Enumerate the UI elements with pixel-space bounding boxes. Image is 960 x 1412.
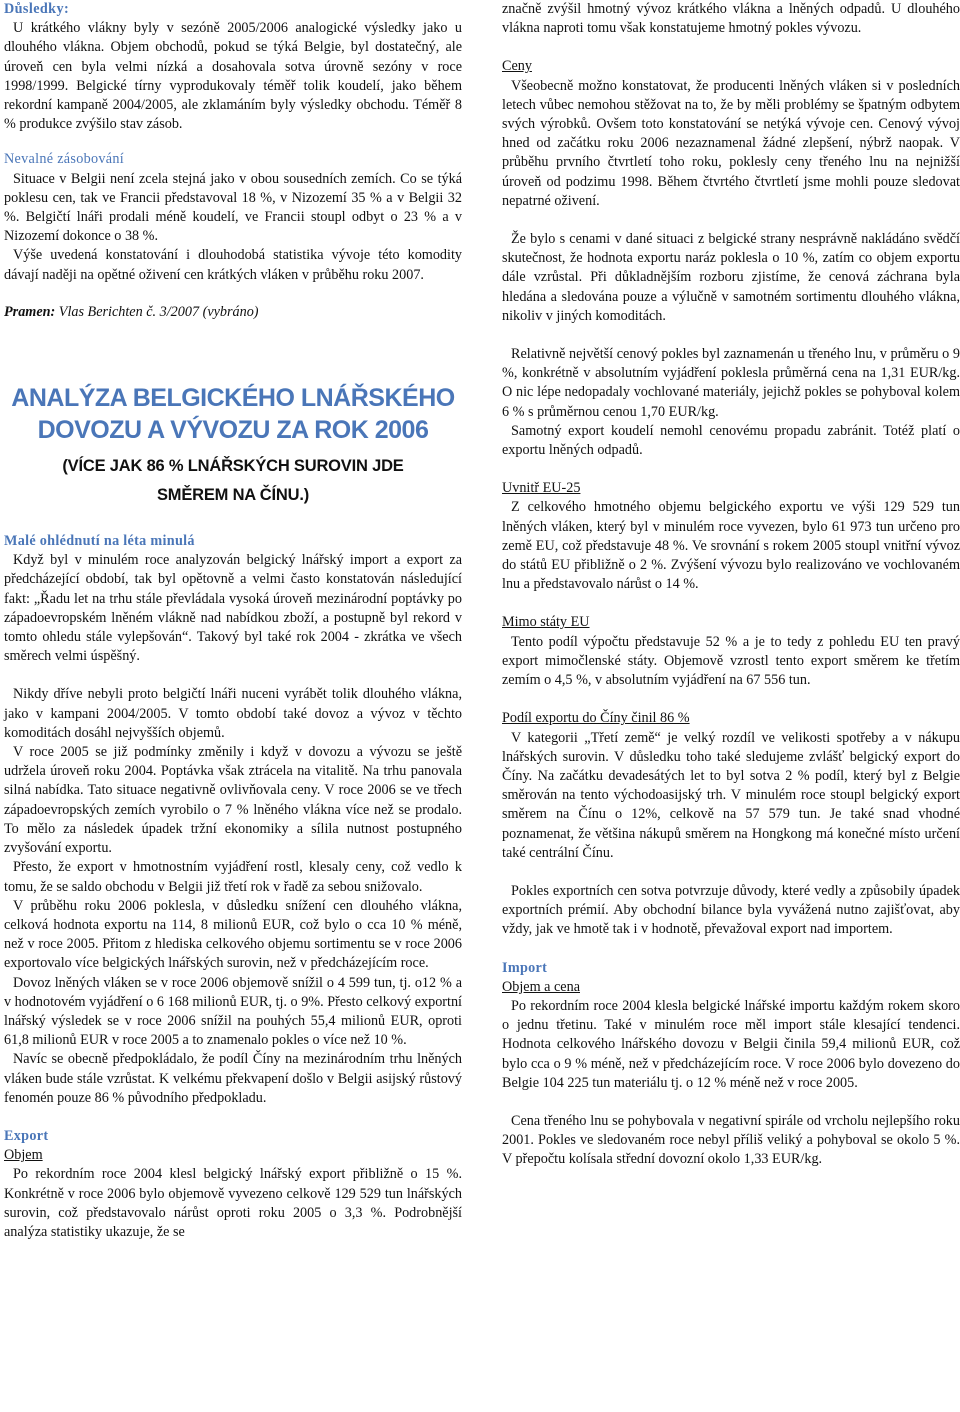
article-title-line2: DOVOZU A VÝVOZU ZA ROK 2006: [37, 416, 429, 445]
paragraph: U krátkého vlákny byly v sezóně 2005/2006 analogické výsledky jako u dlouhého vlákna. Objem obchodů, pokud se týká Belgie, byl dostatečný, ale úroveň cen byla velmi nízká a dosahovala sotva úrovně sezóny v roce 1998/1999. Belgické tírny vyprodukovaly téměř tolik koudelí, jako během rekordní kampaně 2004/2005, ale zklamáním byly výsledky obchodu. Téměř 8 % produkce zvýšilo stav zásob.: [4, 20, 462, 133]
heading-male-ohlednuti: Malé ohlédnutí na léta minulá: [4, 533, 195, 550]
paragraph: Výše uvedená konstatování i dlouhodobá statistika vývoje této komodity dávají naději na opětné oživení cen krátkých vláken v průběhu roku 2007.: [4, 247, 462, 283]
heading-dusledky: Důsledky:: [4, 1, 70, 17]
subheading-eu25: Uvnitř EU-25: [502, 480, 581, 497]
paragraph: Situace v Belgii není zcela stejná jako v obou sousedních zemích. Co se týká poklesu cen, tak ve Francii představoval 18 %, v Nizozemí 35 % a v Belgii 32 %. Belgičtí lnáři prodali méně koudelí, ve Francii stoupl odbyt o 23 % a v Nizozemí dokonce o 38 %.: [4, 170, 462, 245]
paragraph: V roce 2005 se již podmínky změnily i když v dovozu a vývozu se ještě udržela úroveň roku 2004. Poptávka však ztrácela na vitalitě. Na trhu panovala silná nabídka. Tato situace negativně ovlivňovala ceny. V roce 2006 se ve třech západoevropských zemích vyrobilo o 7 % lněného vlákna více než se prodalo. To mělo za následek úpadek tržní ekonomiky a sílila nutnost postupného zvyšování exportu.: [4, 744, 462, 857]
article-subtitle-line1: (VÍCE JAK 86 % LNÁŘSKÝCH SUROVIN JDE: [62, 457, 404, 476]
heading-export: Export: [4, 1127, 49, 1144]
article-title-line1: ANALÝZA BELGICKÉHO LNÁŘSKÉHO: [11, 384, 455, 413]
paragraph: značně zvýšil hmotný vývoz krátkého vlákna a lněných odpadů. U dlouhého vlákna naproti tomu však konstatujeme hmotný pokles vývozu.: [502, 1, 960, 37]
source-text: Vlas Berichten č. 3/2007 (vybráno): [58, 303, 259, 320]
paragraph: Z celkového hmotného objemu belgického exportu ve výši 129 529 tun lněných vláken, který byl v minulém roce vyvezen, bylo 61 973 tun určeno pro země EU, což představuje 48 %. Ve srovnání s rokem 2005 stoupl vnitřní vývoz do států EU přibližně o 2 %. Zvýšení vývozu bylo realizováno ve vochlovaném lnu a představovalo nárůst o 14 %.: [502, 499, 960, 593]
paragraph: Dovoz lněných vláken se v roce 2006 objemově snížil o 4 599 tun, tj. o12 % a v hodnotovém vyjádření o 6 168 milionů EUR, tj. o 9%. Přesto celkový exportní lnářský výsledek se v roce 2006 snížil na pouhých 55,4 milionů EUR, oproti 61,8 milionů EUR v roce 2005 a to znamenalo pokles o více než 10 %.: [4, 974, 462, 1049]
paragraph: Nikdy dříve nebyli proto belgičtí lnáři nuceni vyrábět tolik dlouhého vlákna, jako v kampani 2004/2005. V tomto období také dovoz a vývoz v těchto komoditách dosáhl nejvyšších objemů.: [4, 686, 462, 741]
subheading-objem-cena: Objem a cena: [502, 978, 580, 995]
subheading-mimo-eu: Mimo státy EU: [502, 614, 590, 631]
left-column: [4, 0, 462, 1242]
paragraph: Po rekordním roce 2004 klesla belgické lnářské importu každým rokem skoro o jednu třetinu. Také v minulém roce měl import stále klesající tendenci. Hodnota celkového lnářského dovozu v Belgii činila 59,4 milionů EUR, což bylo cca o 9 % méně, než v předcházejícím roce. V roce 2006 bylo dovezeno do Belgie 104 225 tun materiálu tj. o 12 % méně než v roce 2005.: [502, 997, 960, 1091]
article-subtitle-line2: SMĚREM NA ČÍNU.): [156, 486, 310, 505]
source-line: [4, 303, 462, 322]
paragraph: V průběhu roku 2006 poklesla, v důsledku snížení cen dlouhého vlákna, celková hodnota exportu na 114, 8 milionů EUR, což bylo o cca 10 % méně, než v roce 2005. Přitom z hlediska celkového objemu sortimentu se v roce 2006 exportovalo více belgických lnářských surovin, než v předcházejícím roce.: [4, 897, 462, 972]
paragraph: Po rekordním roce 2004 klesl belgický lnářský export přibližně o 15 %. Konkrétně v roce 2006 bylo objemově vyvezeno celkově 129 529 tun lnářských surovin, což představovalo nárůst oproti roku 2005 o 3,3 %. Podrobnější analýza statistiky ukazuje, že se: [4, 1166, 462, 1240]
paragraph: Relativně největší cenový pokles byl zaznamenán u třeného lnu, v průměru o 9 %, konkrétně v absolutním vyjádření poklesla průměrná cena na 1,31 EUR/kg. O nic lépe nedopadaly vochlované materiály, jejichž pokles se pohyboval kolem 6 % s průměrnou cenou 1,70 EUR/kg.: [502, 346, 960, 420]
heading-nevalne: Nevalné zásobování: [4, 151, 125, 168]
subheading-objem: Objem: [4, 1147, 43, 1164]
heading-import: Import: [502, 959, 548, 976]
paragraph: Tento podíl výpočtu představuje 52 % a je to tedy z pohledu EU ten pravý export mimočlenské státy. Objemově vzrostl tento export směrem ke třetím zemím o 4,5 %, v absolutním vyjádření na 67 556 tun.: [502, 633, 960, 689]
paragraph: Že bylo s cenami v dané situaci z belgické strany nesprávně nakládáno svědčí skutečnost, že hodnota exportu naráz poklesla o 10 %, zatím co objem exportu dále vzrůstal. Při důkladnějším rozboru zjistíme, že cenová záchrana byla hledána a sledována pouze a výlučně v samotném sortimentu dlouhého vlákna, nikoliv v jiných komoditách.: [502, 231, 960, 324]
source-label: Pramen:: [4, 303, 56, 320]
paragraph: V kategorii „Třetí země“ je velký rozdíl ve velikosti spotřeby a v nákupu lnářských surovin. V důsledku toho také sledujeme zvlášť belgický export do Číny. Na začátku devadesátých let to byl sotva 2 % podíl, který byl z Belgie směrován na tento východoasijský trh. V minulém roce stoupl belgický export směrem na Čínu o 12%, celkově na 57 579 tun. Je také snad vhodné poznamenat, že většina nákupů směrem na Hongkong má konečné místo určení také centrální Čínu.: [502, 729, 960, 861]
paragraph: Všeobecně možno konstatovat, že producenti lněných vláken si v posledních letech vůbec nemohou stěžovat na to, že by měli problémy se špatným odbytem svých výrobků. Ovšem toto konstatování se netýká vývoje cen. Cenový vývoj hned od začátku roku 2006 nezaznamenal žádné zlepšení, nýbrž naopak. V průběhu prvního čtvrtletí toho roku, poklesly ceny třeného lnu na nejnižší úroveň od podzimu 1998. Během čtvrtého čtvrtletí jsme mohli pouze sledovat nepatrné oživení.: [502, 77, 960, 209]
paragraph: Cena třeného lnu se pohybovala v negativní spirále od vrcholu nejlepšího roku 2001. Pokles ve sledovaném roce nebyl příliš veliký a pohyboval se okolo 5 %. V přepočtu kolísala střední dovozní okolo 1,33 EUR/kg.: [502, 1112, 960, 1168]
subheading-cina: Podíl exportu do Číny činil 86 %: [502, 710, 690, 727]
paragraph: Když byl v minulém roce analyzován belgický lnářský import a export za předcházející období, tak byl opětovně a velmi často konstatován následující fakt: „Řadu let na trhu stále převládala vysoká úroveň mezinárodní poptávky po západoevropském lněném vlákně nad nabídkou zboží, a postupně byl rekord v tomto ohledu stále vylepšován“. Takový byl také rok 2004 - zkrátka ve všech směrech velmi úspěšný.: [4, 552, 462, 665]
subheading-ceny: Ceny: [502, 58, 532, 75]
paragraph: Přesto, že export v hmotnostním vyjádření rostl, klesaly ceny, což vedlo k tomu, že se saldo obchodu v Belgii již třetí rok v řadě za sebou snižovalo.: [4, 859, 462, 895]
paragraph: Navíc se obecně předpokládalo, že podíl Číny na mezinárodním trhu lněných vláken bude stále vzrůstat. K velkému překvapení došlo v Belgii asijský růstový fenomén pouze 86 % původního předpokladu.: [4, 1051, 462, 1106]
paragraph: Samotný export koudelí nemohl cenovému propadu zabránit. Totéž platí o exportu lněných odpadů.: [502, 422, 960, 459]
right-column: [502, 0, 960, 1170]
paragraph: Pokles exportních cen sotva potvrzuje důvody, které vedly a způsobily úpadek exportních prémií. Aby obchodní bilance byla vyvážená nutno zajišťovat, aby vždy, jak ve hmotě tak i v hodnotě, převažoval export nad importem.: [502, 882, 960, 938]
